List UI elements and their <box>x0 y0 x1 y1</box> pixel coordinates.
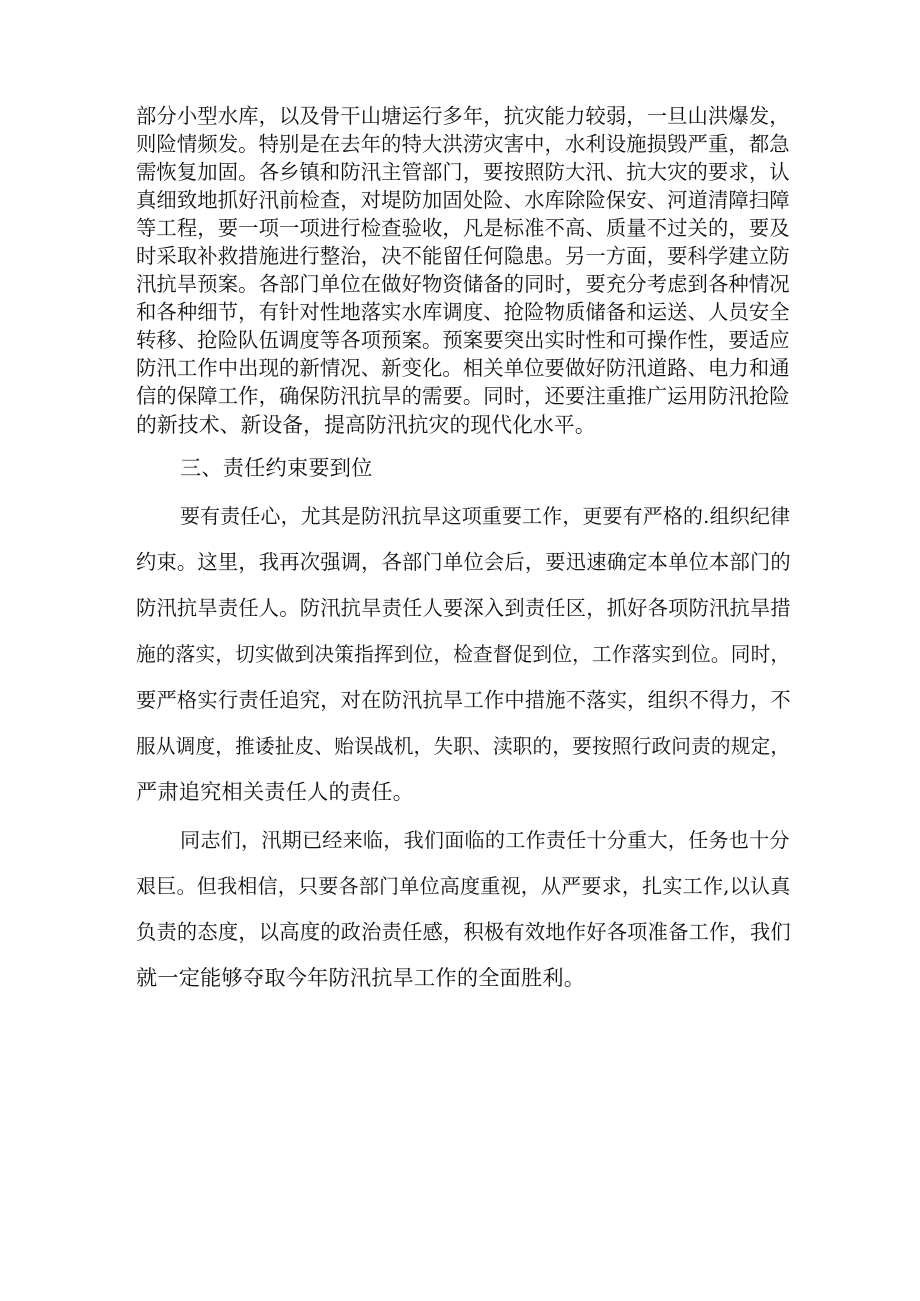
text-line: 等工程，要一项一项进行检查验收，凡是标准不高、质量不过关的，要及 <box>136 216 790 240</box>
text-line: 负责的态度，以高度的政治责任感，积极有效地作好各项准备工作，我们 <box>136 920 791 944</box>
text-line: 真细致地抓好汛前检查，对堤防加固处险、水库除险保安、河道清障扫障 <box>136 188 790 212</box>
text-line: 严肃追究相关责任人的责任。 <box>136 779 415 804</box>
text-line: 转移、抢险队伍调度等各项预案。预案要突出实时性和可操作性，要适应 <box>136 328 790 352</box>
section-heading: 三、责任约束要到位 <box>180 455 373 480</box>
text-line: 和各种细节，有针对性地落实水库调度、抢险物质储备和运送、人员安全 <box>136 300 790 324</box>
text-line: 要有责任心，尤其是防汛抗旱这项重要工作，更要有严格的.组织纪律 <box>180 505 791 528</box>
text-line: 就一定能够夺取今年防汛抗旱工作的全面胜利。 <box>136 965 586 990</box>
text-line: 需恢复加固。各乡镇和防汛主管部门，要按照防大汛、抗大灾的要求，认 <box>136 160 790 184</box>
text-line: 防汛抗旱责任人。防汛抗旱责任人要深入到责任区，抓好各项防汛抗旱措 <box>136 596 791 620</box>
text-line: 信的保障工作，确保防汛抗旱的需要。同时，还要注重推广运用防汛抢险 <box>136 384 790 408</box>
text-line: 的新技术、新设备，提高防汛抗灾的现代化水平。 <box>136 413 596 437</box>
text-line: 施的落实，切实做到决策指挥到位，检查督促到位，工作落实到位。同时， <box>136 643 791 666</box>
text-line: 要严格实行责任追究，对在防汛抗旱工作中措施不落实，组织不得力，不 <box>136 688 791 712</box>
text-line: 艰巨。但我相信，只要各部门单位高度重视，从严要求，扎实工作,以认真 <box>136 874 791 898</box>
text-line: 防汛工作中出现的新情况、新变化。相关单位要做好防汛道路、电力和通 <box>136 356 790 380</box>
text-line: 汛抗旱预案。各部门单位在做好物资储备的同时，要充分考虑到各种情况 <box>136 272 790 296</box>
text-line: 则险情频发。特别是在去年的特大洪涝灾害中，水利设施损毁严重，都急 <box>136 132 790 156</box>
text-line: 同志们，汛期已经来临，我们面临的工作责任十分重大，任务也十分 <box>180 828 790 852</box>
text-line: 部分小型水库，以及骨干山塘运行多年，抗灾能力较弱，一旦山洪爆发， <box>136 104 790 128</box>
text-line: 时采取补救措施进行整治，决不能留任何隐患。另一方面，要科学建立防 <box>136 244 790 268</box>
text-line: 约束。这里，我再次强调，各部门单位会后，要迅速确定本单位本部门的 <box>136 550 791 574</box>
text-line: 服从调度，推诿扯皮、贻误战机，失职、渎职的，要按照行政问责的规定， <box>136 735 791 758</box>
